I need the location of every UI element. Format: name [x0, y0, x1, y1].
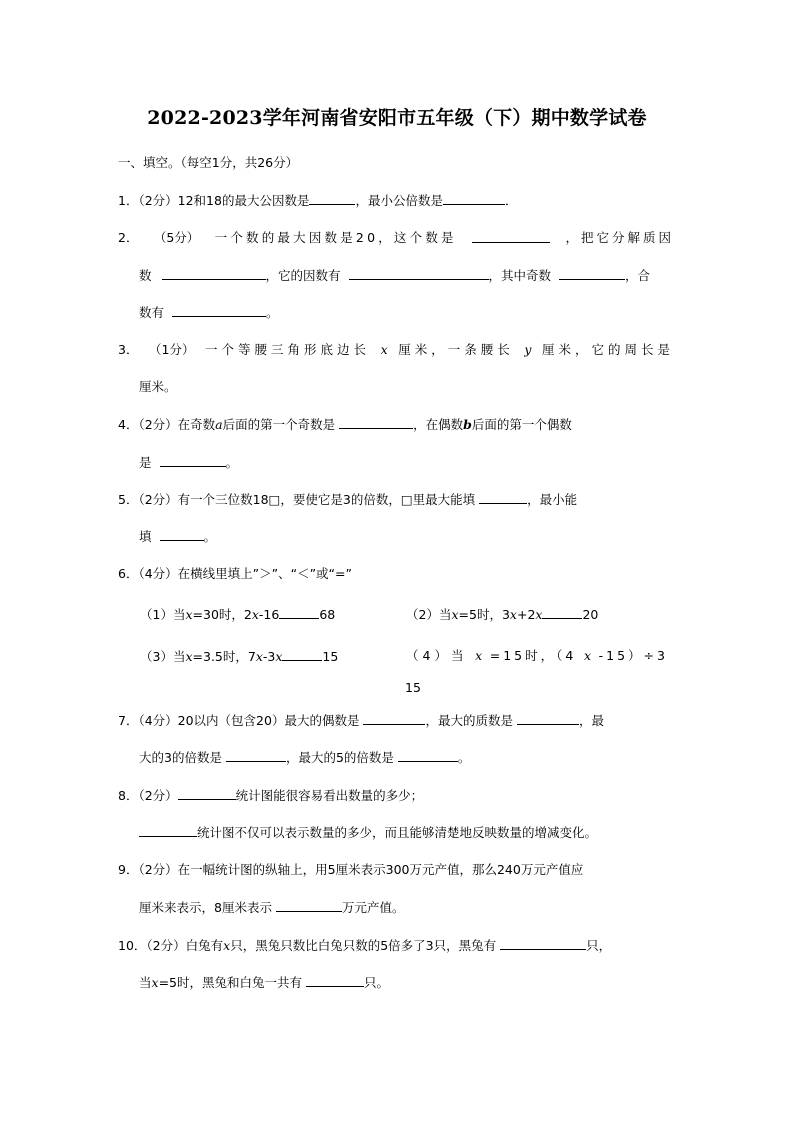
question-10-line-1	[118, 937, 611, 954]
q8-blank-1[interactable]	[178, 787, 236, 800]
q2-text-5: ，其中奇数	[488, 268, 552, 283]
q2-number: 2．	[118, 230, 139, 245]
q7-blank-1[interactable]	[363, 712, 425, 725]
question-5-line-1	[118, 491, 577, 508]
question-2-line-1	[118, 230, 674, 246]
q6-p1-text-2: -16	[258, 607, 280, 622]
question-3-line-2	[139, 379, 177, 395]
q6-number: 6．	[118, 566, 139, 581]
q2-text-6: ，合	[625, 268, 651, 283]
q6-p1-var: x	[185, 607, 193, 622]
q10-blank-2[interactable]	[306, 974, 364, 987]
q2-text-7: 数有	[139, 305, 165, 320]
q4-score: （2分）	[138, 417, 178, 432]
q9-blank-1[interactable]	[276, 899, 342, 912]
q3-score: （1分）	[149, 342, 195, 357]
q1-text-2: ，最小公倍数是	[355, 193, 443, 208]
q7-blank-2[interactable]	[517, 712, 579, 725]
q2-blank-5[interactable]	[172, 304, 266, 317]
q6-p4-value: 15	[405, 680, 421, 695]
q6-text-1: 在横线里填上”＞”、“＜”或“=”	[177, 566, 352, 581]
q5-blank-1[interactable]	[479, 491, 527, 504]
q9-text-1: 在一幅统计图的纵轴上，用5厘米表示300万元产值，那么240万元产值应	[177, 862, 584, 877]
q1-number: 1．	[118, 193, 139, 208]
question-4-line-2	[139, 454, 238, 471]
q4-text-4: 后面的第一个偶数	[471, 417, 572, 432]
question-9-line-2	[139, 899, 404, 916]
q8-text-2: 统计图不仅可以表示数量的多少，而且能够清楚地反映数量的增减变化。	[197, 825, 598, 840]
q6-p2-value: 20	[582, 607, 599, 622]
q8-text-1: 统计图能很容易看出数量的多少；	[235, 788, 424, 803]
question-7-line-1	[118, 712, 604, 729]
q6-p4-var-2: x	[583, 648, 591, 663]
question-2-line-3	[139, 304, 279, 321]
section-label: 一、填空。	[118, 155, 181, 170]
q6-p2-text-2: +2	[516, 607, 536, 622]
q2-text-1: 一个数的最大因数是20，这个数是	[214, 230, 457, 245]
q7-blank-4[interactable]	[398, 749, 458, 762]
q6-p1-value: 68	[319, 607, 336, 622]
q9-score: （2分）	[138, 862, 178, 877]
q4-text-3: ，在偶数	[413, 417, 464, 432]
q8-number: 8．	[118, 788, 139, 803]
q6-part-4	[406, 648, 668, 664]
q7-score: （4分）	[138, 713, 178, 728]
q4-text-6: 。	[225, 455, 239, 470]
q9-text-2: 厘米来表示，8厘米表示	[139, 900, 272, 915]
question-2-line-2	[139, 267, 650, 284]
q10-text-5: =5时，黑兔和白兔一共有	[158, 975, 303, 990]
q10-text-3: 只，	[586, 938, 612, 953]
q4-blank-1[interactable]	[339, 416, 413, 429]
q3-text-1: 一个等腰三角形底边长	[205, 342, 371, 357]
q3-text-2: 厘米，一条腰长	[398, 342, 514, 357]
q4-var-b: b	[463, 417, 472, 432]
q8-blank-2[interactable]	[139, 824, 197, 837]
q7-text-6: 。	[457, 750, 471, 765]
q1-blank-1[interactable]	[309, 192, 355, 205]
q1-score: （2分）	[138, 193, 178, 208]
q6-part-3	[140, 648, 338, 665]
q6-p3-var-3: x	[275, 649, 283, 664]
q6-p2-blank[interactable]	[542, 606, 582, 619]
q5-text-4: 。	[203, 529, 217, 544]
q7-blank-3[interactable]	[226, 749, 286, 762]
q2-text-2: ，把它分解质因	[565, 230, 674, 245]
q4-text-2: 后面的第一个奇数是	[222, 417, 336, 432]
q10-var-x-2: x	[151, 975, 159, 990]
q6-p1-var-2: x	[251, 607, 259, 622]
q6-score: （4分）	[138, 566, 178, 581]
q2-text-8: 。	[266, 305, 279, 320]
q10-var-x: x	[223, 938, 231, 953]
q6-p4-text: =15时，（4	[489, 648, 577, 663]
q2-blank-2[interactable]	[162, 267, 266, 280]
q6-p2-var-2: x	[509, 607, 517, 622]
q5-text-1: 有一个三位数18□，要使它是3的倍数，□里最大能填	[177, 492, 476, 507]
q3-var-y: y	[524, 342, 532, 357]
question-8-line-2	[139, 824, 597, 841]
q3-var-x: x	[380, 342, 388, 357]
q6-p4-var: x	[475, 648, 483, 663]
q4-blank-2[interactable]	[160, 454, 226, 467]
q6-p3-var-2: x	[255, 649, 263, 664]
q6-p3-blank[interactable]	[282, 648, 322, 661]
q6-p1-text: =30时，2	[192, 607, 252, 622]
q4-number: 4．	[118, 417, 139, 432]
q5-text-3: 填	[139, 529, 152, 544]
q4-text-1: 在奇数	[177, 417, 216, 432]
q1-text-3: ．	[504, 193, 518, 208]
q10-blank-1[interactable]	[500, 937, 586, 950]
q5-score: （2分）	[138, 492, 178, 507]
q8-score: （2分）	[138, 788, 178, 803]
q6-part-1	[140, 606, 335, 623]
q2-blank-1[interactable]	[472, 230, 550, 243]
q10-score: （2分）	[146, 938, 186, 953]
q6-p2-label: （2）当	[406, 607, 452, 622]
q6-p3-value: 15	[322, 649, 339, 664]
q6-p3-label: （3）当	[140, 649, 186, 664]
q2-blank-4[interactable]	[559, 267, 625, 280]
q5-number: 5．	[118, 492, 139, 507]
q7-text-4: 大的3的倍数是	[139, 750, 222, 765]
q6-p1-label: （1）当	[140, 607, 186, 622]
q2-text-4: ，它的因数有	[265, 268, 341, 283]
q5-blank-2[interactable]	[160, 528, 204, 541]
question-9-line-1	[118, 862, 583, 878]
section-score: （每空1分，共26分）	[180, 155, 299, 170]
q7-text-2: ，最大的质数是	[425, 713, 513, 728]
question-7-line-2	[139, 749, 470, 766]
q6-part-2	[406, 606, 598, 623]
q10-text-1: 白兔有	[185, 938, 224, 953]
section-heading	[118, 155, 298, 171]
q5-text-2: ，最小能	[527, 492, 578, 507]
q9-number: 9．	[118, 862, 139, 877]
question-5-line-2	[139, 528, 216, 545]
q3-number: 3．	[118, 342, 139, 357]
q6-p2-text: =5时，3	[458, 607, 510, 622]
q6-p1-blank[interactable]	[279, 606, 319, 619]
question-8-line-1	[118, 787, 423, 804]
q10-text-6: 只。	[364, 975, 390, 990]
question-4-line-1	[118, 416, 572, 433]
q10-text-4: 当	[139, 975, 152, 990]
q2-blank-3[interactable]	[349, 267, 489, 280]
q6-part-4-line-2	[405, 680, 421, 696]
question-3-line-1	[118, 342, 674, 358]
q6-p3-var: x	[185, 649, 193, 664]
q3-text-3: 厘米，它的周长是	[541, 342, 674, 357]
q6-p4-label: （4）当	[406, 648, 468, 663]
q4-var-a: a	[215, 417, 223, 432]
exam-title: 2022-2023学年河南省安阳市五年级（下）期中数学试卷	[147, 107, 647, 129]
q6-p3-text-2: -3	[262, 649, 276, 664]
q6-p2-var-3: x	[535, 607, 543, 622]
q1-blank-2[interactable]	[443, 192, 505, 205]
q3-text-4: 厘米。	[139, 379, 177, 394]
question-10-line-2	[139, 974, 389, 991]
q10-text-2: 只，黑兔只数比白兔只数的5倍多了3只，黑兔有	[230, 938, 497, 953]
q7-text-1: 20以内（包含20）最大的偶数是	[177, 713, 360, 728]
q7-text-5: ，最大的5的倍数是	[285, 750, 394, 765]
question-6-stem	[118, 566, 352, 582]
q1-text-1: 12和18的最大公因数是	[177, 193, 310, 208]
q10-number: 10．	[118, 938, 147, 953]
q6-p4-text-2: -15）÷3	[598, 648, 668, 663]
q6-p2-var: x	[451, 607, 459, 622]
q2-score: （5分）	[153, 230, 200, 245]
q4-text-5: 是	[139, 455, 152, 470]
q2-text-3: 数	[139, 268, 152, 283]
q7-number: 7．	[118, 713, 139, 728]
q9-text-3: 万元产值。	[341, 900, 405, 915]
question-1	[118, 192, 518, 209]
q6-p3-text: =3.5时，7	[192, 649, 256, 664]
q7-text-3: ，最	[578, 713, 604, 728]
